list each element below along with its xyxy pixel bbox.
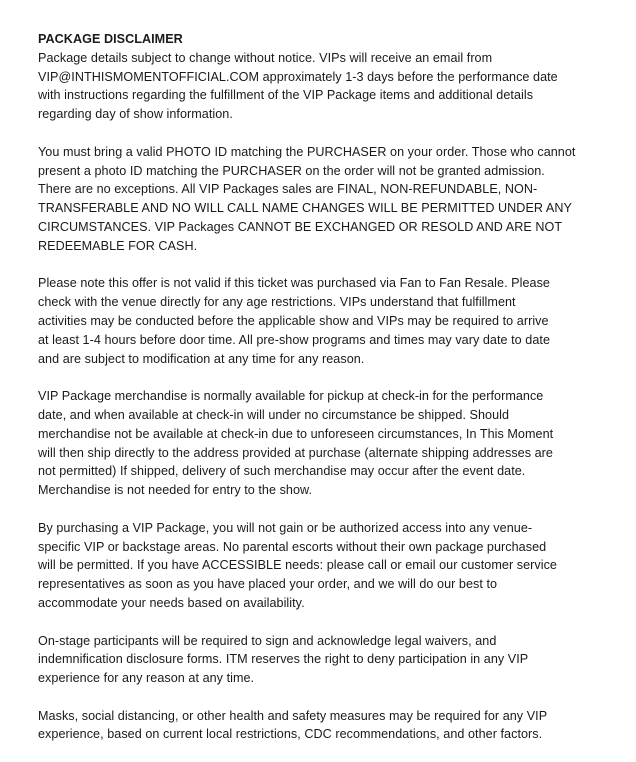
disclaimer-paragraph-access-and-accessibility: By purchasing a VIP Package, you will not gain or be authorized access into any venue- specific VIP or backstage areas. No parental escorts without their own package purchased will be permitted. If you have ACCESSIBLE needs: please call or email our customer service representatives as soon as you have placed your order, and we will do our best to accommodate your needs based on availability. — [38, 520, 557, 610]
disclaimer-paragraph-photo-id: You must bring a valid PHOTO ID matching the PURCHASER on your order. Those who cannot present a photo ID matching the PURCHASER on the order will not be granted admission. There are no exceptions. All VIP Packages sales are FINAL, NON-REFUNDABLE, NON- TRANSFERABLE AND NO WILL CALL NAME CHANGES WILL BE PERMITTED UNDER ANY CIRCUMSTANCES. VIP Packages CANNOT BE EXCHANGED OR RESOLD AND ARE NOT REDEEMABLE FOR CASH. — [38, 144, 576, 253]
disclaimer-paragraph-resale-and-timing: Please note this offer is not valid if this ticket was purchased via Fan to Fan Resale. Please check with the venue directly for any age restrictions. VIPs understand that fulfillment activities may be conducted before the applicable show and VIPs may be required to arrive at least 1-4 hours before door time. All pre-show programs and times may vary date to date and are subject to modification at any time for any reason. — [38, 276, 550, 366]
disclaimer-paragraph-waivers: On-stage participants will be required to sign and acknowledge legal waivers, and indemnification disclosure forms. ITM reserves the right to deny participation in any VIP experience for any reason at any time. — [38, 633, 529, 686]
disclaimer-title: PACKAGE DISCLAIMER — [38, 32, 183, 46]
disclaimer-paragraph-health-safety: Masks, social distancing, or other health and safety measures may be required for any VIP experience, based on current local restrictions, CDC recommendations, and other factors. — [38, 708, 548, 742]
package-disclaimer-document — [38, 30, 628, 744]
disclaimer-paragraph-merchandise: VIP Package merchandise is normally available for pickup at check-in for the performance date, and when available at check-in will under no circumstance be shipped. Should merchandise not be available at check-in due to unforeseen circumstances, In This Moment will then ship directly to the address provided at purchase (alternate shipping addresses are not permitted) If shipped, delivery of such merchandise may occur after the event date. Merchandise is not needed for entry to the show. — [38, 389, 554, 498]
disclaimer-paragraph-package-details: Package details subject to change without notice. VIPs will receive an email from VIP@INTHISMOMENTOFFICIAL.COM approximately 1-3 days before the performance date with instructions regarding the fulfillment of the VIP Package items and additional details regarding day of show information. — [38, 50, 558, 122]
